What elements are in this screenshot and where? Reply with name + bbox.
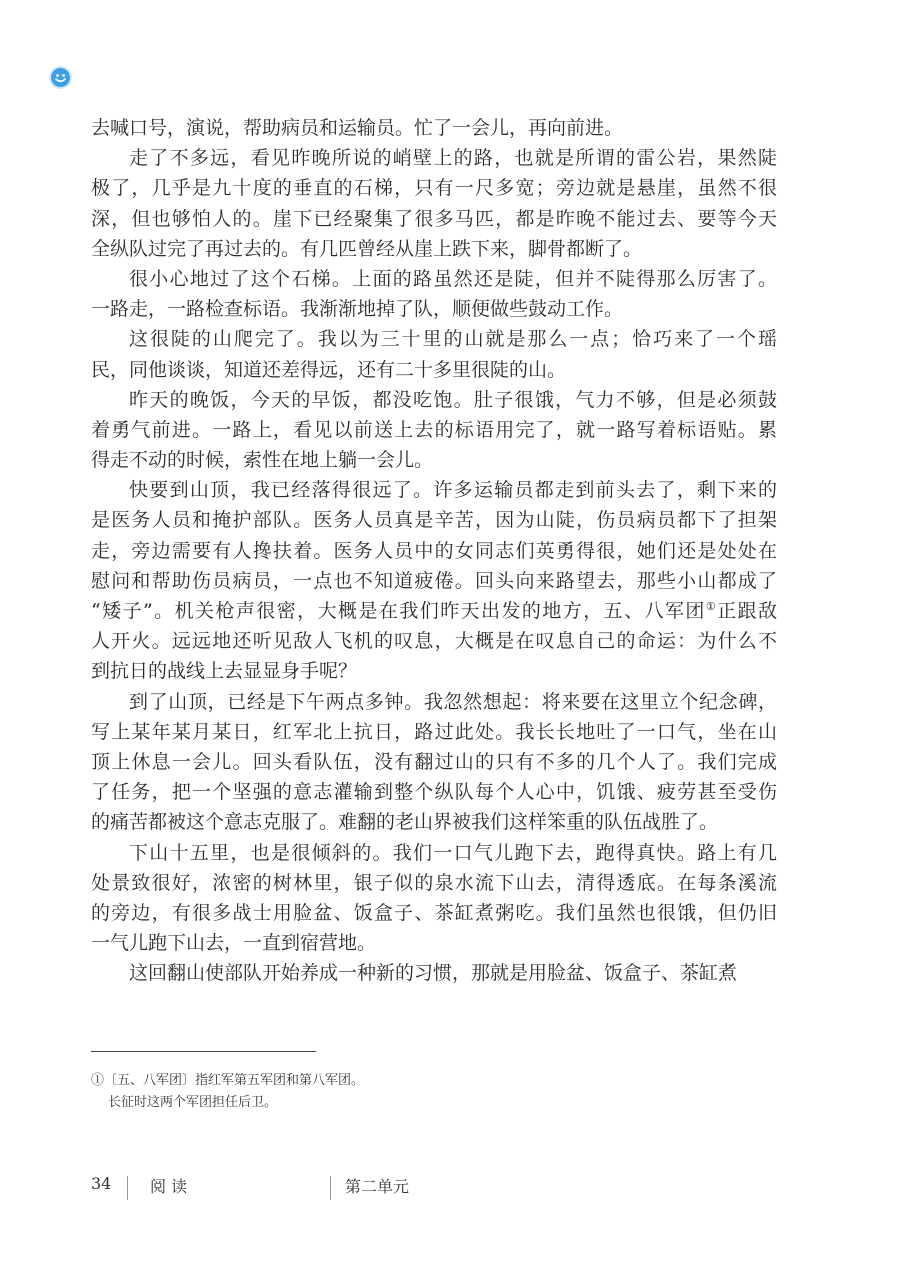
footnote-line: ①〔五、八军团〕指红军第五军团和第八军团。 bbox=[91, 1073, 365, 1088]
text-line bbox=[91, 868, 777, 898]
line-text: 着勇气前进。一路上，看见以前送上去的标语用完了，就一路写着标语贴。累 bbox=[91, 418, 777, 441]
footnote-marker[interactable]: ① bbox=[705, 600, 718, 613]
footnote-line: 长征时这两个军团担任后卫。 bbox=[108, 1095, 278, 1110]
text-line bbox=[91, 717, 777, 747]
paragraph bbox=[91, 113, 777, 143]
text-line bbox=[91, 234, 777, 264]
footer-section: 阅 读 bbox=[150, 1177, 188, 1196]
line-text: 正跟敌 bbox=[717, 600, 777, 622]
text-line bbox=[91, 838, 777, 868]
text-line bbox=[91, 747, 777, 777]
text-line bbox=[91, 656, 777, 686]
line-text: 慰问和帮助伤员病员，一点也不知道疲倦。回头向来路望去，那些小山都成了 bbox=[91, 569, 777, 592]
text-line bbox=[91, 173, 777, 203]
line-text: 全纵队过完了再过去的。有几匹曾经从崖上跌下来，脚骨都断了。 bbox=[91, 237, 643, 260]
line-text: 快要到山顶，我已经落得很远了。许多运输员都走到前头去了，剩下来的 bbox=[129, 479, 777, 502]
footer-divider bbox=[330, 1176, 331, 1200]
text-line bbox=[91, 415, 777, 445]
line-text: 的痛苦都被这个意志克服了。难翻的老山界被我们这样笨重的队伍战胜了。 bbox=[91, 811, 719, 834]
paragraph bbox=[91, 475, 777, 686]
line-text: 深，但也够怕人的。崖下已经聚集了很多马匹，都是昨晚不能过去、要等今天 bbox=[91, 207, 777, 230]
line-text: 这很陡的山爬完了。我以为三十里的山就是那么一点；恰巧来了一个瑶 bbox=[129, 328, 777, 351]
line-text: 到抗日的战线上去显显身手呢？ bbox=[91, 660, 358, 683]
paragraph bbox=[91, 838, 777, 959]
paragraph bbox=[91, 264, 777, 324]
line-text: 这回翻山使部队开始养成一种新的习惯，那就是用脸盆、饭盒子、茶缸煮 bbox=[129, 962, 738, 985]
text-line bbox=[91, 505, 777, 535]
line-text: 处景致很好，浓密的树林里，银子似的泉水流下山去，清得透底。在每条溪流 bbox=[91, 871, 777, 894]
footnote-divider bbox=[91, 1051, 316, 1052]
line-text: 去喊口号，演说，帮助病员和运输员。忙了一会儿，再向前进。 bbox=[91, 117, 624, 139]
text-line bbox=[91, 475, 777, 505]
line-text: 顶上休息一会儿。回头看队伍，没有翻过山的只有不多的几个人了。我们完成 bbox=[91, 750, 777, 773]
line-text: 下山十五里，也是很倾斜的。我们一口气儿跑下去，跑得真快。路上有几 bbox=[129, 841, 777, 864]
paragraph bbox=[91, 687, 777, 838]
text-line bbox=[91, 385, 777, 415]
line-text: 了任务，把一个坚强的意志灌输到整个纵队每个人心中，饥饿、疲劳甚至受伤 bbox=[91, 781, 777, 804]
line-text: 极了，几乎是九十度的垂直的石梯，只有一尺多宽；旁边就是悬崖，虽然不很 bbox=[91, 177, 777, 200]
text-line bbox=[91, 807, 777, 837]
paragraph bbox=[91, 385, 777, 476]
line-text: 一路走，一路检查标语。我渐渐地掉了队，顺便做些鼓动工作。 bbox=[91, 298, 624, 321]
text-line bbox=[91, 294, 777, 324]
line-text: 得走不动的时候，索性在地上躺一会儿。 bbox=[91, 449, 434, 472]
line-text: 昨天的晚饭，今天的早饭，都没吃饱。肚子很饿，气力不够，但是必须鼓 bbox=[129, 388, 777, 411]
footer-divider bbox=[127, 1176, 128, 1200]
line-text: 的旁边，有很多战士用脸盆、饭盒子、茶缸煮粥吃。我们虽然也很饿，但仍旧 bbox=[91, 901, 777, 924]
line-text: “矮子”。机关枪声很密，大概是在我们昨天出发的地方，五、八军团 bbox=[91, 600, 706, 622]
text-line bbox=[91, 958, 777, 988]
text-line bbox=[91, 596, 777, 626]
line-text: 一气儿跑下山去，一直到宿营地。 bbox=[91, 932, 377, 955]
text-line bbox=[91, 324, 777, 354]
text-line bbox=[91, 898, 777, 928]
text-line bbox=[91, 264, 777, 294]
paragraph bbox=[91, 324, 777, 384]
article-body bbox=[91, 113, 777, 988]
text-line bbox=[91, 777, 777, 807]
line-text: 到了山顶，已经是下午两点多钟。我忽然想起：将来要在这里立个纪念碑， bbox=[129, 690, 777, 713]
line-text: 很小心地过了这个石梯。上面的路虽然还是陡，但并不陡得那么厉害了。 bbox=[129, 267, 777, 290]
text-line bbox=[91, 355, 777, 385]
smiley-icon bbox=[51, 68, 70, 87]
paragraph bbox=[91, 958, 777, 988]
line-text: 民，同他谈谈，知道还差得远，还有二十多里很陡的山。 bbox=[91, 358, 567, 381]
text-line bbox=[91, 204, 777, 234]
footer-unit: 第二单元 bbox=[345, 1177, 410, 1196]
text-line bbox=[91, 928, 777, 958]
footnote bbox=[91, 1070, 364, 1114]
line-text: 是医务人员和掩护部队。医务人员真是辛苦，因为山陡，伤员病员都下了担架 bbox=[91, 509, 777, 532]
page-number: 34 bbox=[91, 1174, 112, 1193]
line-text: 写上某年某月某日，红军北上抗日，路过此处。我长长地吐了一口气，坐在山 bbox=[91, 720, 777, 743]
text-line bbox=[91, 626, 777, 656]
paragraph bbox=[91, 143, 777, 264]
line-text: 走了不多远，看见昨晚所说的峭壁上的路，也就是所谓的雷公岩，果然陡 bbox=[129, 147, 777, 170]
line-text: 人开火。远远地还听见敌人飞机的叹息，大概是在叹息自己的命运：为什么不 bbox=[91, 630, 777, 653]
line-text: 走，旁边需要有人搀扶着。医务人员中的女同志们英勇得很，她们还是处处在 bbox=[91, 539, 777, 562]
text-line bbox=[91, 143, 777, 173]
text-line bbox=[91, 566, 777, 596]
text-line bbox=[91, 536, 777, 566]
text-line bbox=[91, 113, 777, 143]
text-line bbox=[91, 687, 777, 717]
text-line bbox=[91, 445, 777, 475]
